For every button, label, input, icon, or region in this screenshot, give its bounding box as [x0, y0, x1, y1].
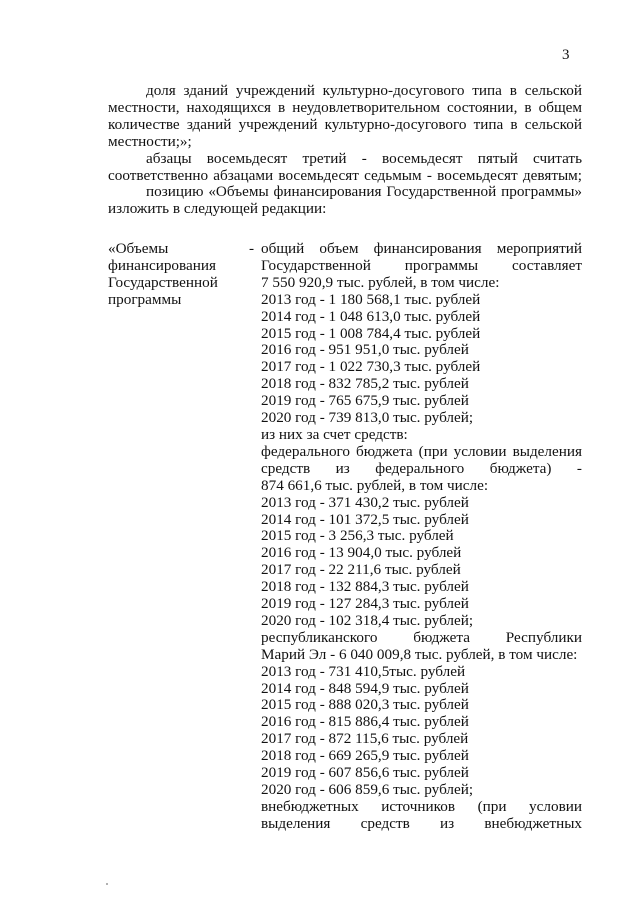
- text-line: позицию «Объемы финансирования Государственной программы»: [146, 183, 582, 201]
- value-line: 874 661,6 тыс. рублей, в том числе:: [261, 476, 489, 494]
- year-line: 2016 год - 951 951,0 тыс. рублей: [261, 341, 469, 359]
- intro-paragraph-3: [108, 184, 582, 218]
- text-line: абзацы восемьдесят третий - восемьдесят пятый считать: [146, 149, 582, 167]
- value-line: 7 550 920,9 тыс. рублей, в том числе:: [261, 273, 500, 291]
- text-line: соответственно абзацами восемьдесят седьмым - восемьдесят девятым;: [108, 166, 582, 184]
- label-line: «Объемы: [108, 240, 169, 257]
- value-line: федерального бюджета (при условии выделения: [261, 442, 582, 460]
- table-label-column: [108, 241, 243, 309]
- year-line: 2018 год - 832 785,2 тыс. рублей: [261, 375, 469, 393]
- value-line: Марий Эл - 6 040 009,8 тыс. рублей, в том числе:: [261, 645, 578, 663]
- value-line: Государственной программы составляет: [261, 256, 582, 274]
- year-line: 2015 год - 1 008 784,4 тыс. рублей: [261, 324, 481, 342]
- year-line: 2020 год - 102 318,4 тыс. рублей;: [261, 611, 474, 629]
- text-line: изложить в следующей редакции:: [108, 200, 327, 218]
- year-line: 2016 год - 13 904,0 тыс. рублей: [261, 544, 462, 562]
- text-line: местности;»;: [108, 132, 192, 150]
- year-line: 2020 год - 739 813,0 тыс. рублей;: [261, 409, 474, 427]
- year-line: 2013 год - 731 410,5тыс. рублей: [261, 662, 466, 680]
- intro-text: [108, 83, 582, 218]
- year-line: 2016 год - 815 886,4 тыс. рублей: [261, 713, 469, 731]
- year-line: 2014 год - 848 594,9 тыс. рублей: [261, 679, 469, 697]
- intro-paragraph-2: [108, 151, 582, 185]
- page-number: 3: [562, 47, 570, 63]
- year-line: 2018 год - 132 884,3 тыс. рублей: [261, 578, 469, 596]
- year-line: 2014 год - 1 048 613,0 тыс. рублей: [261, 307, 481, 325]
- scan-speck: [106, 883, 108, 885]
- value-line: республиканского бюджета Республики: [261, 628, 582, 646]
- year-line: 2015 год - 888 020,3 тыс. рублей: [261, 696, 469, 714]
- label-line: программы: [108, 290, 182, 308]
- year-line: 2018 год - 669 265,9 тыс. рублей: [261, 747, 469, 765]
- year-line: 2017 год - 872 115,6 тыс. рублей: [261, 730, 469, 748]
- year-line: 2019 год - 765 675,9 тыс. рублей: [261, 392, 469, 410]
- year-line: 2015 год - 3 256,3 тыс. рублей: [261, 527, 454, 545]
- value-line: выделения средств из внебюджетных: [261, 814, 582, 832]
- year-line: 2014 год - 101 372,5 тыс. рублей: [261, 510, 469, 528]
- year-line: 2013 год - 1 180 568,1 тыс. рублей: [261, 290, 481, 308]
- value-line: внебюджетных источников (при условии: [261, 797, 582, 815]
- text-line: местности, находящихся в неудовлетворительном состоянии, в общем: [108, 98, 582, 116]
- value-line: общий объем финансирования мероприятий: [261, 240, 582, 257]
- table-value-column: [261, 241, 582, 833]
- separator-dash: -: [249, 240, 255, 257]
- text-line: доля зданий учреждений культурно-досугового типа в сельской: [146, 82, 582, 99]
- year-line: 2017 год - 22 211,6 тыс. рублей: [261, 561, 461, 579]
- year-line: 2019 год - 607 856,6 тыс. рублей: [261, 764, 469, 782]
- value-line: средств из федерального бюджета) -: [261, 459, 582, 477]
- label-line: Государственной: [108, 273, 218, 291]
- label-line: финансирования: [108, 256, 216, 274]
- intro-paragraph-1: [108, 83, 582, 151]
- year-line: 2020 год - 606 859,6 тыс. рублей;: [261, 781, 474, 798]
- value-line: из них за счет средств:: [261, 425, 408, 443]
- text-line: количестве зданий учреждений культурно-досугового типа в сельской: [108, 115, 582, 133]
- year-line: 2013 год - 371 430,2 тыс. рублей: [261, 493, 469, 511]
- year-line: 2017 год - 1 022 730,3 тыс. рублей: [261, 358, 481, 376]
- year-line: 2019 год - 127 284,3 тыс. рублей: [261, 595, 469, 613]
